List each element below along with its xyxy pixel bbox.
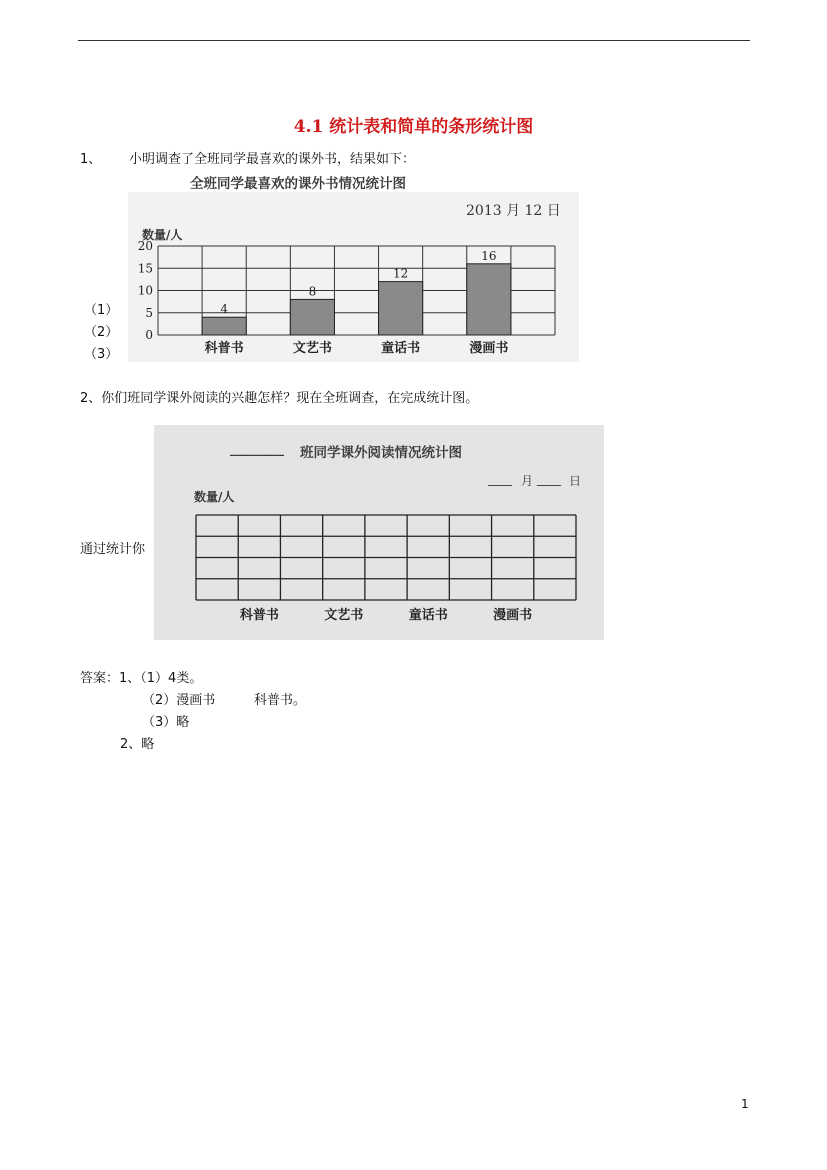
header-rule (78, 40, 750, 41)
chart-2-svg (154, 425, 604, 640)
chart-1-category-label: 文艺书 (292, 341, 332, 356)
question-1-item-1: （1） (84, 303, 119, 318)
chart-1-bar (379, 282, 423, 335)
chart-1-category-label: 漫画书 (469, 341, 509, 356)
chart-2-category-label: 科普书 (239, 608, 279, 623)
answer-line-2b: 科普书。 (254, 693, 307, 708)
answer-line-3: （3）略 (142, 715, 190, 730)
answer-line-2a: （2）漫画书 (142, 693, 216, 708)
chart-1-data-label: 4 (220, 302, 228, 317)
chart-2-category-label: 漫画书 (493, 608, 533, 623)
chart-1-ylabel: 数量/人 (142, 228, 183, 242)
page-number: 1 (741, 1097, 749, 1111)
chart-1-category-label: 科普书 (204, 341, 244, 356)
chart-1-bar (202, 317, 246, 335)
chart-1-data-label: 8 (308, 284, 317, 299)
question-2-text: 2、你们班同学课外阅读的兴趣怎样？现在全班调查，在完成统计图。 (80, 391, 479, 406)
question-1-number: 1、 (80, 152, 102, 167)
chart-1-bar (467, 264, 511, 335)
chart-1-title: 全班同学最喜欢的课外书情况统计图 (190, 176, 406, 192)
chart-1-bar (290, 299, 334, 335)
chart-2-category-label: 童话书 (408, 608, 448, 623)
document-title: 4.1 统计表和简单的条形统计图 (293, 117, 534, 137)
chart-1-svg (128, 192, 579, 362)
chart-1-ytick-label: 10 (137, 283, 153, 298)
chart-1-category-label: 童话书 (381, 341, 421, 356)
chart-1-date: 2013 月 12 日 (466, 203, 561, 219)
chart-1-ytick-label: 20 (137, 239, 153, 253)
chart-2-date-month: 月 (521, 474, 534, 488)
question-1-item-3: （3） (84, 347, 119, 362)
chart-2-category-label: 文艺书 (324, 608, 364, 623)
chart-2-date-blank-2: ____ (537, 472, 561, 486)
chart-1-ytick-label: 15 (137, 261, 153, 276)
question-1-text: 小明调查了全班同学最喜欢的课外书，结果如下： (129, 152, 416, 167)
question-2-fragment: 通过统计你 (80, 542, 146, 557)
chart-1-photo (128, 176, 579, 362)
chart-1-ytick-label: 0 (145, 328, 153, 342)
question-1-item-2: （2） (84, 325, 119, 340)
chart-1-data-label: 12 (392, 266, 409, 281)
chart-1-data-label: 16 (481, 248, 497, 263)
chart-2-ylabel: 数量/人 (194, 490, 235, 504)
answer-line-1: 答案：1、（1）4类。 (80, 671, 203, 686)
chart-2-title: 班同学课外阅读情况统计图 (300, 445, 462, 461)
answer-line-4: 2、略 (120, 737, 155, 752)
chart-2-title-blank: ________ (230, 441, 284, 457)
chart-1-ytick-label: 5 (145, 305, 153, 320)
chart-2-date-blank-1: ____ (488, 472, 512, 486)
chart-2-date-day: 日 (569, 474, 582, 488)
chart-2-photo (154, 425, 604, 640)
